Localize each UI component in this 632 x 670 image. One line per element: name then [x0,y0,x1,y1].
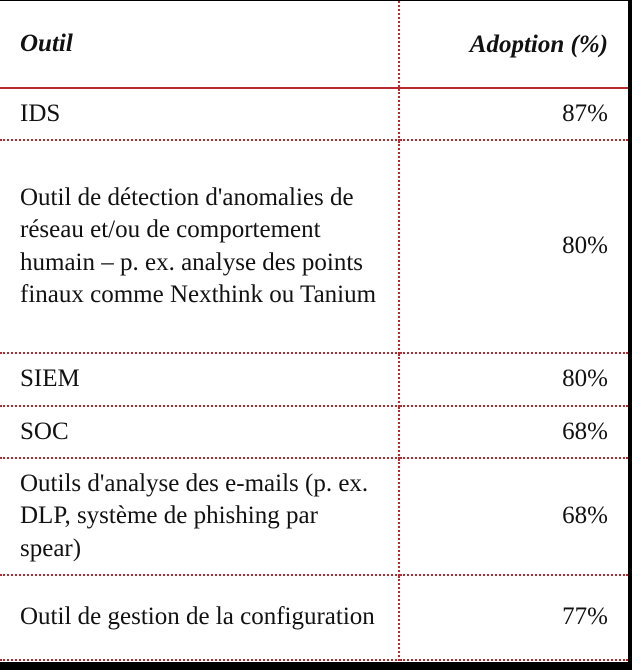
table-row [0,575,628,660]
bottom-border-band [0,662,632,669]
table-row [0,88,628,140]
column-header-adoption: Adoption (%) [399,1,628,88]
tool-cell: SIEM [0,353,399,406]
tool-cell: SOC [0,406,399,458]
adoption-table [0,1,628,661]
table-row [0,458,628,575]
column-header-tool: Outil [0,1,399,88]
adoption-cell: 68% [399,458,628,575]
tool-cell: Outil de détection d'anomalies de réseau et/ou de comportement humain – p. ex. analyse des points finaux comme Nexthink ou Tanium [0,140,399,353]
table-header-row [0,1,628,88]
adoption-cell: 77% [399,575,628,660]
adoption-cell: 87% [399,88,628,140]
tool-cell: Outil de gestion de la configuration [0,575,399,660]
table-row [0,353,628,406]
tool-cell: IDS [0,88,399,140]
table-row [0,406,628,458]
adoption-cell: 80% [399,140,628,353]
adoption-cell: 80% [399,353,628,406]
table-row [0,140,628,353]
tool-cell: Outils d'analyse des e-mails (p. ex. DLP, système de phishing par spear) [0,458,399,575]
adoption-cell: 68% [399,406,628,458]
